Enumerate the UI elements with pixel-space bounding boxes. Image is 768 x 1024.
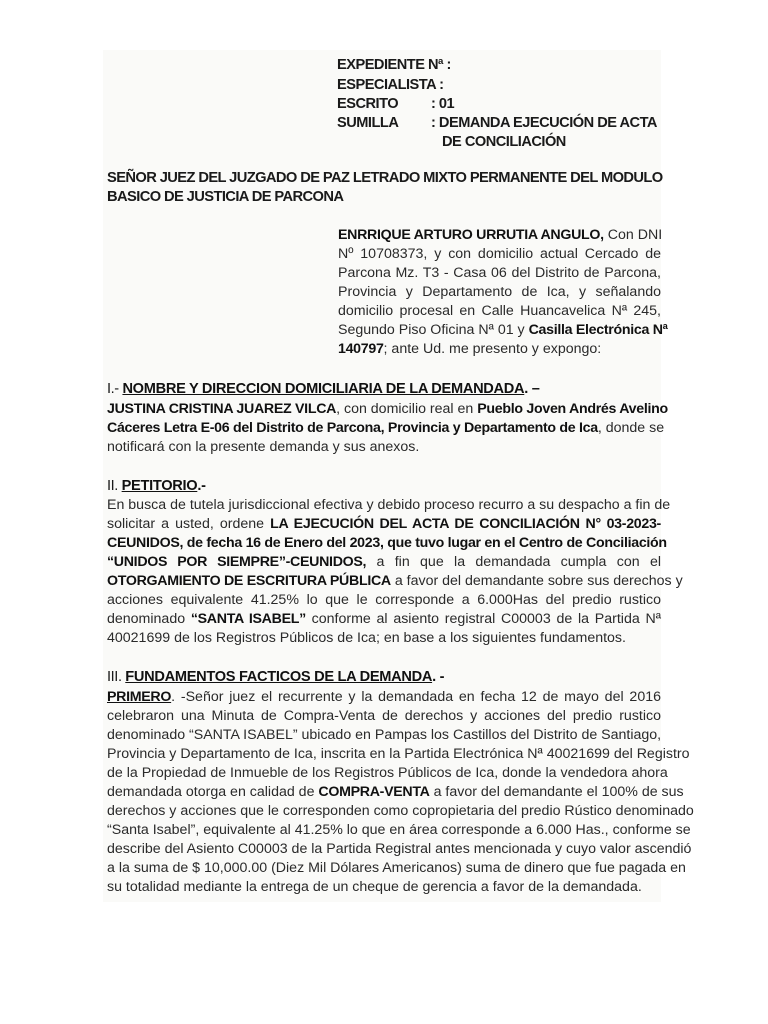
sumilla-value-cont: DE CONCILIACIÓN (442, 134, 566, 150)
section-3-paragraph: PRIMERO. -Señor juez el recurrente y la demandada en fecha 12 de mayo del 2016 celebraron una Minuta de Compra-Venta de derechos y acciones del predio rustico denominado “SANTA ISABEL” ubicado en Pampas los Castillos del Distrito de Santiago, Provincia y Departamento de Ica, inscrita en la Partida Electrónica Nª 40021699 del Registro de la Propiedad de Inmueble de los Registros Públicos de Ica, donde la vendedora ahora demandada otorga en calidad de COMPRA-VENTA a favor del demandante el 100% de sus derechos y acciones que le corresponden como copropietaria del predio Rústico denominado “Santa Isabel”, equivalente al 41.25% lo que en área corresponde a 6.000 Has., conforme se describe del Asiento C00003 de la Partida Registral antes mencionada y cuyo valor ascendió a la suma de $ 10,000.00 (Diez Mil Dólares Americanos) suma de dinero que fue pagada en su totalidad mediante la entrega de un cheque de gerencia a favor de la demandada. (107, 689, 694, 895)
sumilla-label: SUMILLA (337, 115, 399, 131)
defendant-name: JUSTINA CRISTINA JUAREZ VILCA (107, 401, 337, 417)
addressee-line-1: SEÑOR JUEZ DEL JUZGADO DE PAZ LETRADO MIXTO PERMANENTE DEL MODULO (107, 170, 663, 186)
escrito-value: : 01 (431, 96, 455, 112)
section-3-heading: III. FUNDAMENTOS FACTICOS DE LA DEMANDA. - (107, 669, 445, 685)
intro-paragraph: ENRRIQUE ARTURO URRUTIA ANGULO, Con DNI Nº 10708373, y con domicilio actual Cercado de Parcona Mz. T3 - Casa 06 del Distrito de Parcona, Provincia y Departamento de Ica, y señalando domicilio procesal en Calle Huancavelica Nª 245, Segundo Piso Oficina Nª 01 y Casilla Electrónica Nª 140797; ante Ud. me presento y expongo: (338, 227, 668, 357)
escrito-label: ESCRITO (337, 96, 399, 112)
section-1-heading: I.- NOMBRE Y DIRECCION DOMICILIARIA DE LA DEMANDADA. – (107, 381, 540, 397)
especialista-label: ESPECIALISTA : (337, 77, 444, 93)
section-1-paragraph: JUSTINA CRISTINA JUAREZ VILCA, con domicilio real en Pueblo Joven Andrés Avelino Cáceres Letra E-06 del Distrito de Parcona, Provincia y Departamento de Ica, donde se notificará con la presente demanda y sus anexos. (107, 401, 668, 455)
primero-label: PRIMERO (107, 689, 172, 705)
addressee-line-2: BASICO DE JUSTICIA DE PARCONA (107, 189, 344, 205)
plaintiff-name: ENRRIQUE ARTURO URRUTIA ANGULO, (338, 227, 604, 243)
section-2-heading: II. PETITORIO.- (107, 478, 206, 494)
section-2-paragraph: En busca de tutela jurisdiccional efectiva y debido proceso recurro a su despacho a fin de solicitar a usted, ordene LA EJECUCIÓN DEL ACTA DE CONCILIACIÓN N° 03-2023- CEUNIDOS, de fecha 16 de Enero del 2023, que tuvo lugar en el Centro de Conciliación “UNIDOS POR SIEMPRE”-CEUNIDOS, a fin que la demandada cumpla con el OTORGAMIENTO DE ESCRITURA PÚBLICA a favor del demandante sobre sus derechos y acciones equivalente 41.25% lo que le corresponde a 6.000Has del predio rustico denominado “SANTA ISABEL” conforme al asiento registral C00003 de la Partida Nª 40021699 de los Registros Públicos de Ica; en base a los siguientes fundamentos. (107, 497, 683, 646)
expediente-label: EXPEDIENTE Nª : (337, 57, 451, 73)
sumilla-value: : DEMANDA EJECUCIÓN DE ACTA (431, 115, 657, 131)
